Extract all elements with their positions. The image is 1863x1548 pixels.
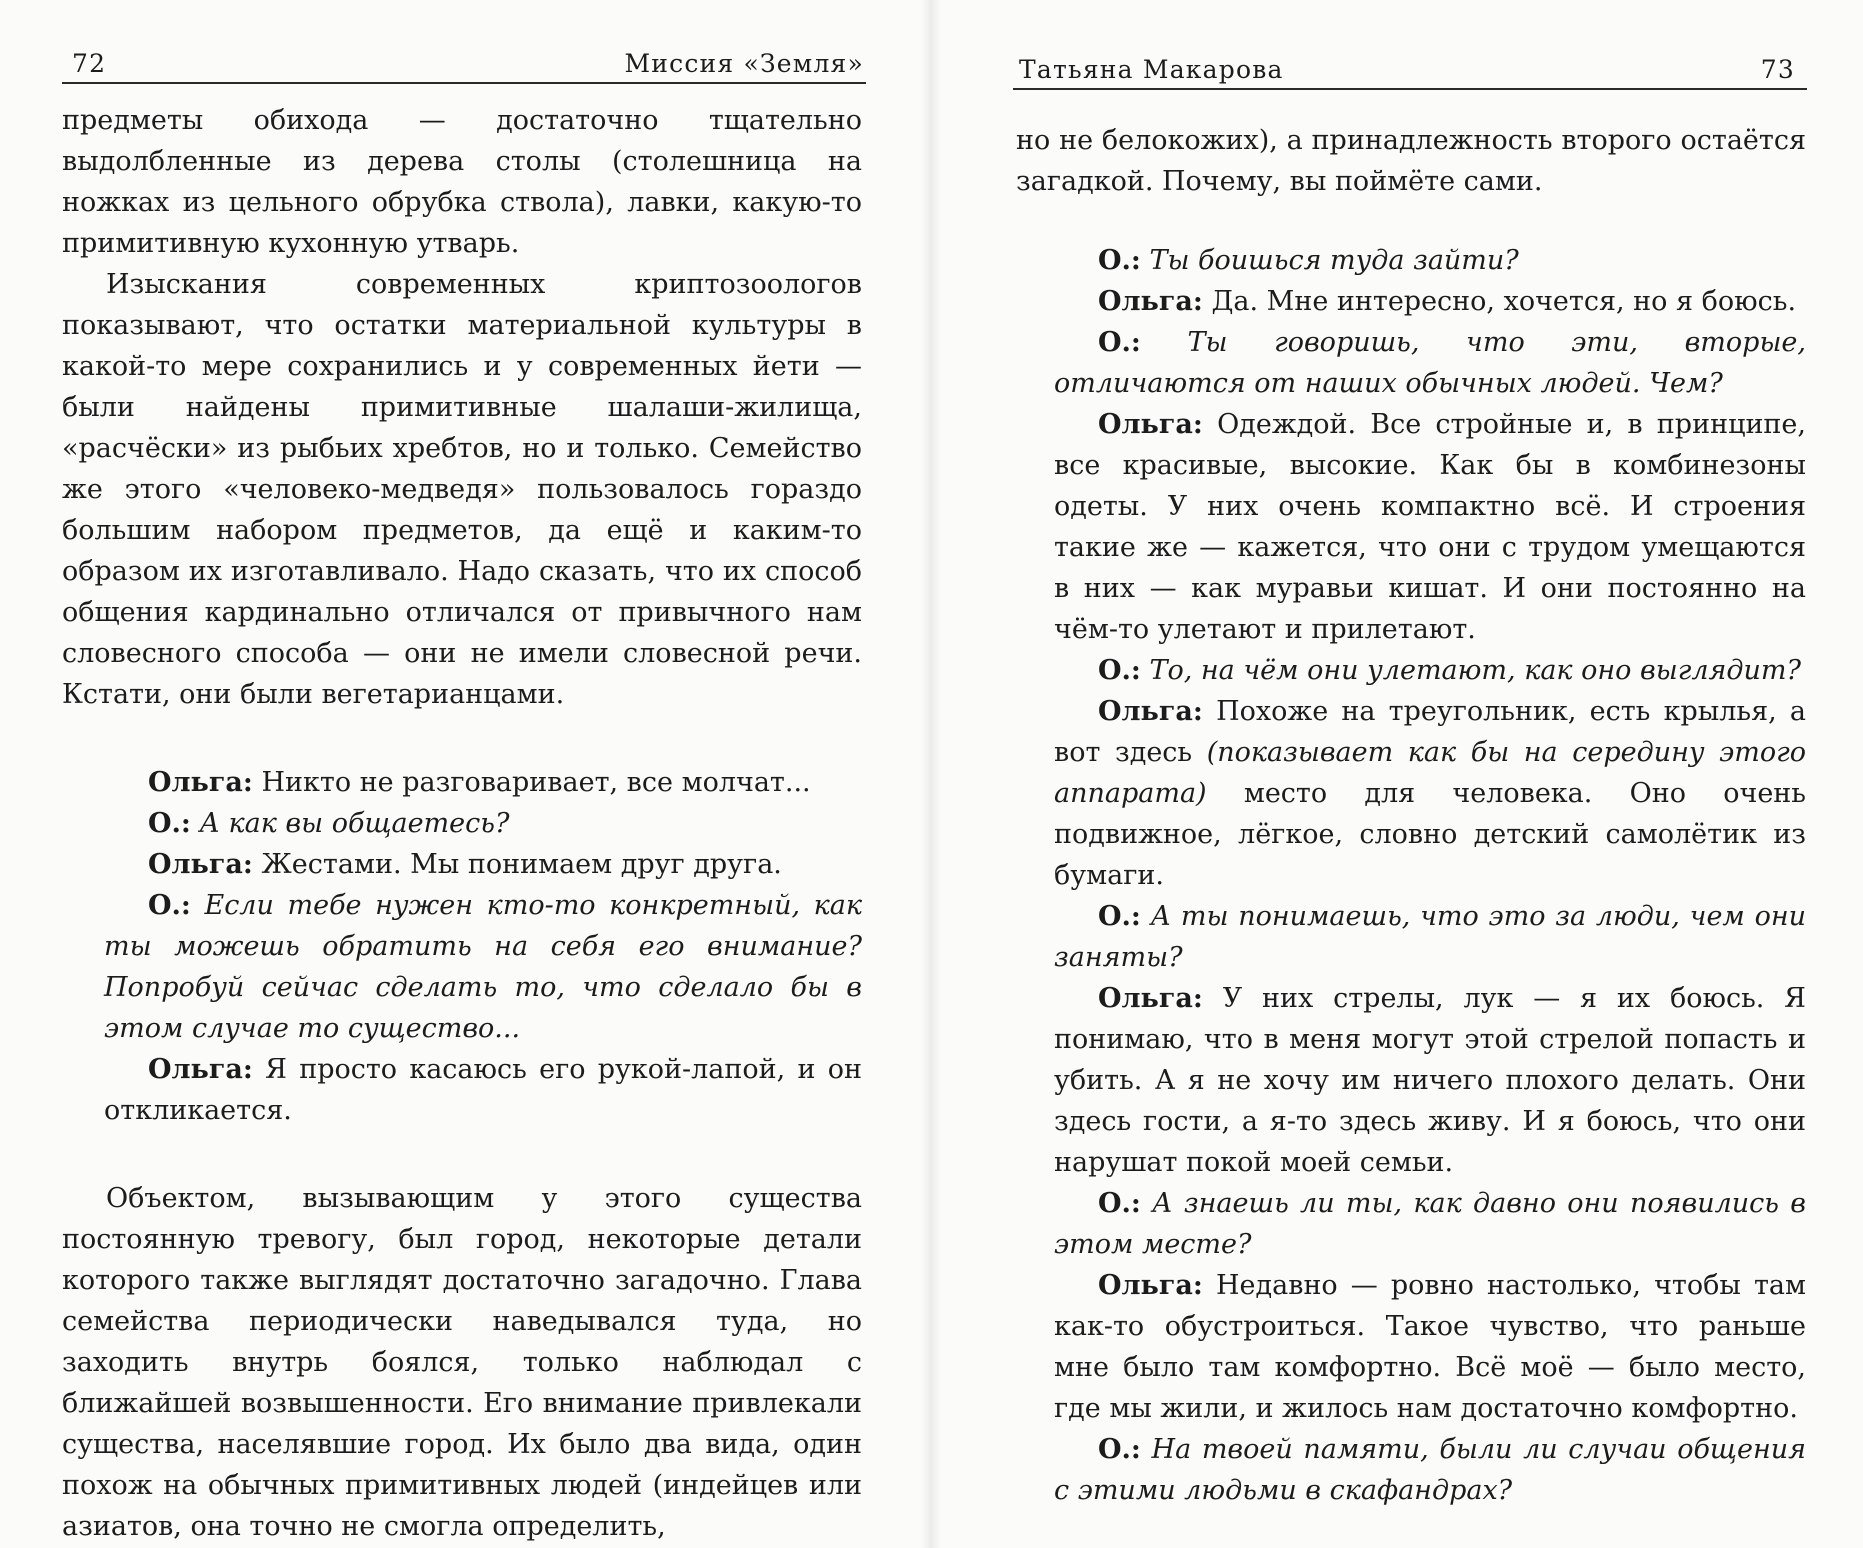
speaker-label: О.: (1098, 655, 1141, 686)
page-number: 73 (1760, 55, 1795, 84)
dialog-line (104, 885, 862, 1049)
left-page-header (62, 38, 866, 84)
dialog-line (104, 1049, 862, 1131)
dialog-text: Никто не разговаривает, все молчат... (252, 767, 811, 798)
dialog-line (1054, 240, 1806, 281)
dialog-line (1054, 1265, 1806, 1429)
dialog-block (62, 762, 862, 1131)
dialog-line (1054, 322, 1806, 404)
right-page-body (1016, 120, 1806, 1511)
dialog-line (1054, 404, 1806, 650)
speaker-label: Ольга: (148, 849, 253, 880)
speaker-label: Ольга: (1098, 696, 1203, 727)
dialog-text: Да. Мне интересно, хочется, но я боюсь. (1202, 286, 1797, 317)
speaker-label: Ольга: (148, 767, 253, 798)
dialog-line (104, 803, 862, 844)
dialog-text: То, на чём они улетают, как оно выглядит? (1140, 655, 1801, 686)
dialog-line (1054, 896, 1806, 978)
dialog-line (1054, 978, 1806, 1183)
dialog-text: Одеждой. Все стройные и, в принципе, все красивые, высокие. Как бы в комбинезоны одеты. У них очень компактно всё. И строения такие же — кажется, что они с трудом умещаются в них — как муравьи кишат. И они постоянно на чём-то улетают и прилетают. (1054, 409, 1806, 645)
book-gutter (921, 0, 941, 1548)
paragraph: Изыскания современных криптозоологов показывают, что остатки материальной культуры в какой-то мере сохранились и у современных йети — были найдены примитивные шалаши-жилища, «расчёски» из рыбьих хребтов, но и только. Семейство же этого «человеко-медведя» пользовалось гораздо большим набором предметов, да ещё и каким-то образом их изготавливало. Надо сказать, что их способ общения кардинально отличался от привычного нам словесного способа — они не имели словесной речи. Кстати, они были вегетарианцами. (62, 269, 862, 710)
speaker-label: О.: (1098, 1434, 1141, 1465)
speaker-label: Ольга: (1098, 983, 1203, 1014)
speaker-label: О.: (1098, 1188, 1141, 1219)
dialog-text: На твоей памяти, были ли случаи общения с этими людьми в скафандрах? (1054, 1434, 1806, 1506)
running-title: Миссия «Земля» (624, 49, 864, 78)
dialog-text: У них стрелы, лук — я их боюсь. Я понимаю, что в меня могут этой стрелой попасть и убить. А я не хочу им ничего плохого делать. Они здесь гости, а я-то здесь живу. И я боюсь, что они нарушат покой моей семьи. (1054, 983, 1806, 1178)
dialog-line (104, 844, 862, 885)
right-page (941, 0, 1863, 1548)
speaker-label: О.: (148, 890, 191, 921)
dialog-line (1054, 281, 1806, 322)
speaker-label: О.: (1098, 245, 1141, 276)
right-page-header (1013, 44, 1807, 90)
dialog-text: Ты говоришь, что эти, вторые, отличаются от наших обычных людей. Чем? (1054, 327, 1806, 399)
dialog-text: Похоже на треугольник, есть крылья, а вот здесь (1054, 696, 1806, 768)
dialog-line (104, 762, 862, 803)
speaker-label: Ольга: (1098, 409, 1203, 440)
speaker-label: О.: (1098, 901, 1141, 932)
dialog-line (1054, 650, 1806, 691)
speaker-label: Ольга: (148, 1054, 253, 1085)
dialog-text: Ты боишься туда зайти? (1140, 245, 1519, 276)
dialog-block (1016, 240, 1806, 1511)
dialog-text: А как вы общаетесь? (190, 808, 510, 839)
speaker-label: Ольга: (1098, 1270, 1203, 1301)
dialog-text: Я просто касаюсь его рукой-лапой, и он откликается. (104, 1054, 862, 1126)
dialog-text: Недавно — ровно настолько, чтобы там как-то обустроиться. Такое чувство, что раньше мне было там комфортно. Всё моё — было место, где мы жили, и жилось нам достаточно комфортно. (1054, 1270, 1806, 1424)
dialog-text: А знаешь ли ты, как давно они появились в этом месте? (1054, 1188, 1806, 1260)
dialog-line (1054, 1183, 1806, 1265)
left-page (0, 0, 921, 1548)
speaker-label: Ольга: (1098, 286, 1203, 317)
paragraph: Объектом, вызывающим у этого существа постоянную тревогу, был город, некоторые детали которого также выглядят достаточно загадочно. Глава семейства периодически наведывался туда, но заходить внутрь боялся, только наблюдал с ближайшей возвышенности. Его внимание привлекали существа, населявшие город. Их было два вида, один похож на обычных примитивных людей (индейцев или азиатов, она точно не смогла определить, (62, 1183, 862, 1542)
dialog-text: А ты понимаешь, что это за люди, чем они заняты? (1054, 901, 1806, 973)
left-page-body (62, 100, 862, 1547)
stage-direction: (показывает как бы на середину этого аппарата) (1054, 737, 1806, 809)
dialog-text: место для человека. Оно очень подвижное, лёгкое, словно детский самолётик из бумаги. (1054, 778, 1806, 891)
speaker-label: О.: (148, 808, 191, 839)
page-number: 72 (72, 49, 107, 78)
dialog-text: Жестами. Мы понимаем друг друга. (252, 849, 782, 880)
paragraph: предметы обихода — достаточно тщательно выдолбленные из дерева столы (столешница на ножках из цельного обрубка ствола), лавки, какую-то примитивную кухонную утварь. (62, 105, 862, 259)
paragraph: но не белокожих), а принадлежность второго остаётся загадкой. Почему, вы поймёте сами. (1016, 125, 1806, 197)
dialog-text: Если тебе нужен кто-то конкретный, как ты можешь обратить на себя его внимание? Попробуй сейчас сделать то, что сделало бы в этом случае то существо... (104, 890, 862, 1044)
dialog-line (1054, 1429, 1806, 1511)
speaker-label: О.: (1098, 327, 1141, 358)
running-author: Татьяна Макарова (1019, 55, 1284, 84)
dialog-line (1054, 691, 1806, 896)
